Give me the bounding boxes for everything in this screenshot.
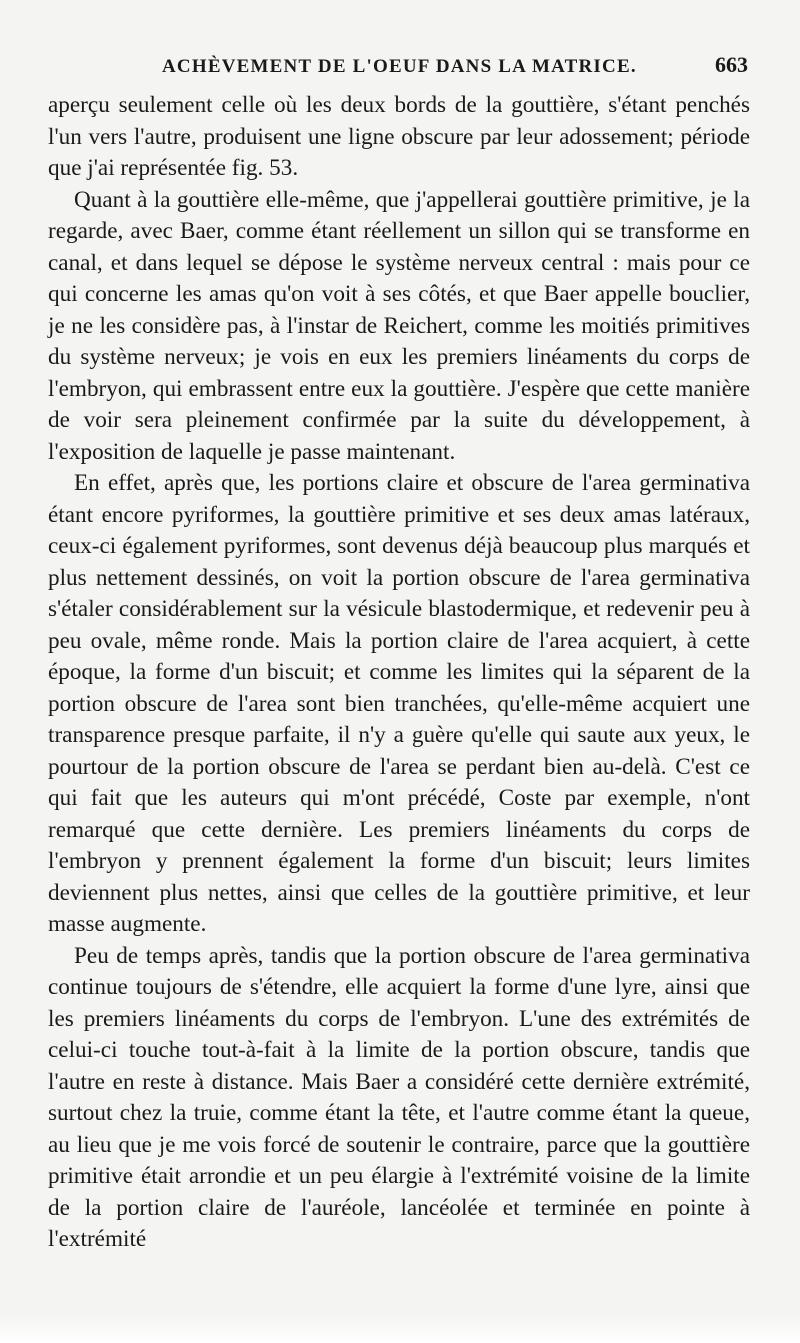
paragraph: En effet, après que, les portions claire et obscure de l'area germinativa étant encore pyriformes, la gouttière primitive et ses deux amas latéraux, ceux-ci également pyriformes, sont devenus déjà beaucoup plus marqués et plus nettement dessinés, on voit la portion obscure de l'area germinativa s'étaler considérablement sur la vésicule blastodermique, et redevenir peu à peu ovale, même ronde. Mais la portion claire de l'area acquiert, à cette époque, la forme d'un biscuit; et comme les limites qui la séparent de la portion obscure de l'area sont bien tranchées, qu'elle-même acquiert une transparence presque parfaite, il n'y a guère qu'elle qui saute aux yeux, le pourtour de la portion obscure de l'area se perdant bien au-delà. C'est ce qui fait que les auteurs qui m'ont précédé, Coste par exemple, n'ont remarqué que cette dernière. Les premiers linéaments du corps de l'embryon y prennent également la forme d'un biscuit; leurs limites deviennent plus nettes, ainsi que celles de la gouttière primitive, et leur masse augmente. xyxy=(48,470,750,937)
paragraph: Peu de temps après, tandis que la portion obscure de l'area germinativa continue toujours de s'étendre, elle acquiert la forme d'une lyre, ainsi que les premiers linéaments du corps de l'embryon. L'une des extrémités de celui-ci touche tout-à-fait à la limite de la portion obscure, tandis que l'autre en reste à distance. Mais Baer a considéré cette dernière extrémité, surtout chez la truie, comme étant la tête, et l'autre comme étant la queue, au lieu que je me vois forcé de soutenir le contraire, parce que la gouttière primitive était arrondie et un peu élargie à l'extrémité voisine de la limite de la portion claire de l'auréole, lancéolée et terminée en pointe à l'extrémité xyxy=(48,942,750,1252)
page-number: 663 xyxy=(715,52,748,77)
body-text xyxy=(48,90,750,1256)
running-head xyxy=(48,52,750,82)
paragraph-continued: aperçu seulement celle où les deux bords de la gouttière, s'étant penchés l'un vers l'autre, produisent une ligne obscure par leur adossement; période que j'ai représentée fig. 53. xyxy=(48,92,750,181)
running-title: ACHÈVEMENT DE L'OEUF DANS LA MATRICE. xyxy=(162,56,637,77)
paragraph: Quant à la gouttière elle-même, que j'appellerai gouttière primitive, je la regarde, avec Baer, comme étant réellement un sillon qui se transforme en canal, et dans lequel se dépose le système nerveux central : mais pour ce qui concerne les amas qu'on voit à ses côtés, et que Baer appelle bouclier, je ne les considère pas, à l'instar de Reichert, comme les moitiés primitives du système nerveux; je vois en eux les premiers linéaments du corps de l'embryon, qui embrassent entre eux la gouttière. J'espère que cette manière de voir sera pleinement confirmée par la suite du développement, à l'exposition de laquelle je passe maintenant. xyxy=(48,186,750,465)
